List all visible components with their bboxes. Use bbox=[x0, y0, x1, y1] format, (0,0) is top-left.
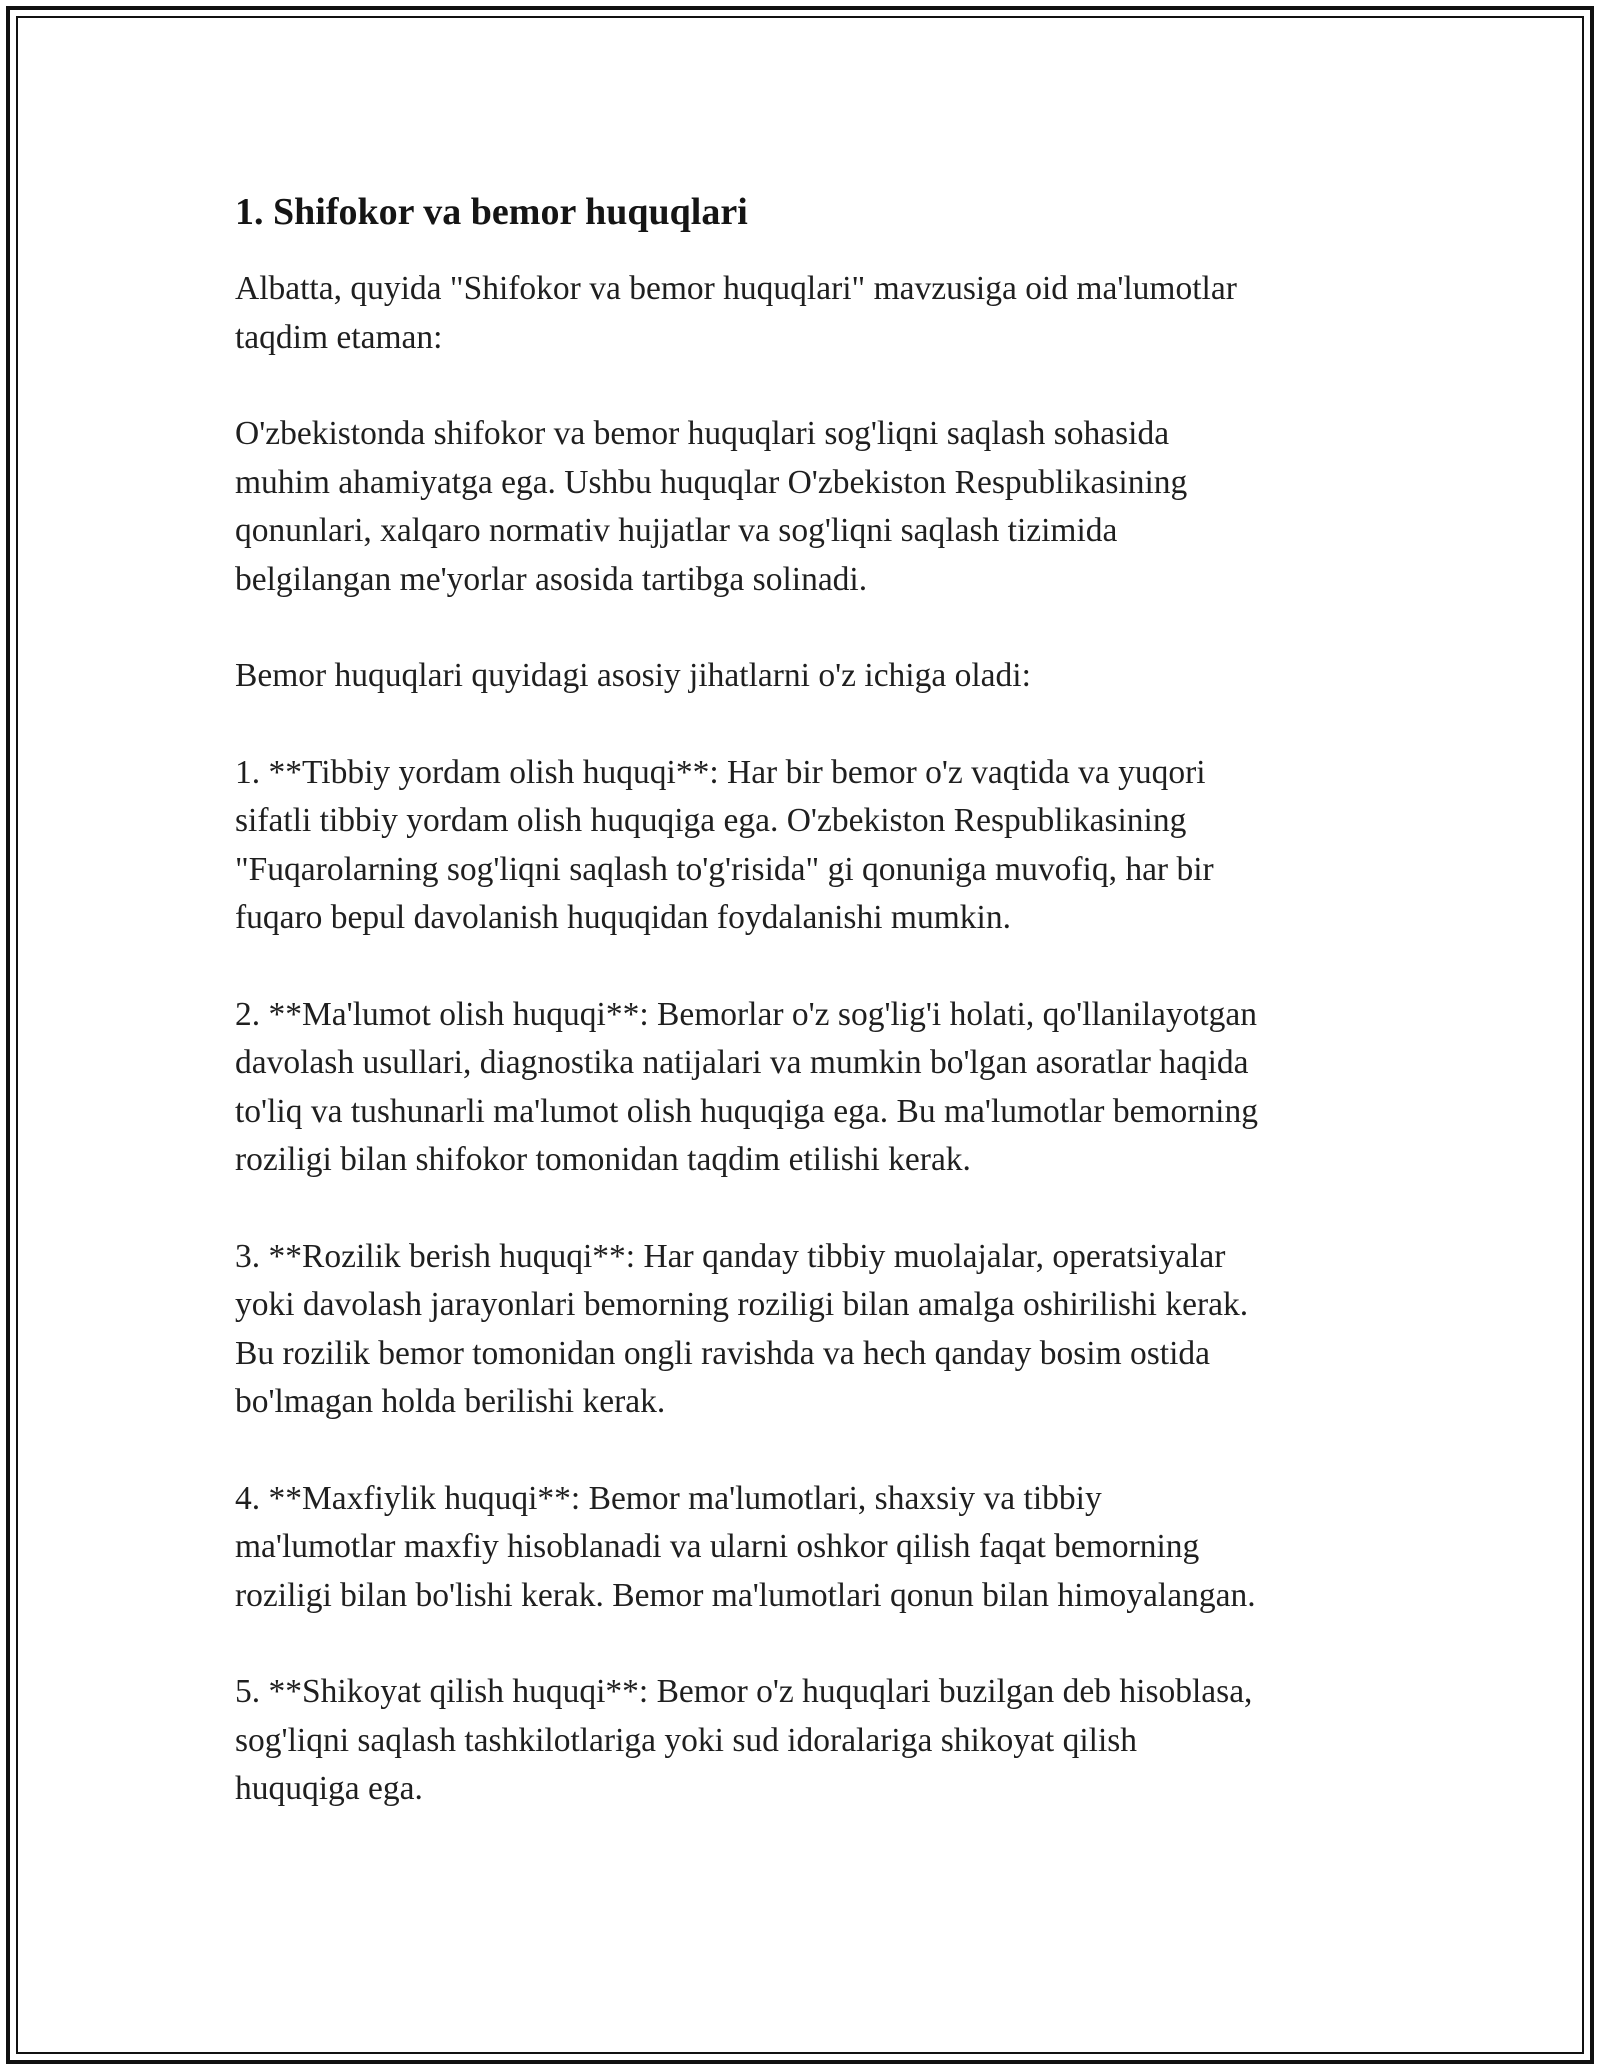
context-paragraph: O'zbekistonda shifokor va bemor huquqlari sog'liqni saqlash sohasida muhim ahamiyatga ega. Ushbu huquqlar O'zbekiston Respublikasining qonunlari, xalqaro normativ hujjatlar va sog'liqni saqlash tizimida belgilangan me'yorlar asosida tartibga solinadi. bbox=[235, 415, 1188, 598]
intro-paragraph: Albatta, quyida "Shifokor va bemor huquqlari" mavzusiga oid ma'lumotlar taqdim etaman: bbox=[235, 270, 1237, 356]
right-confidentiality-paragraph: 4. **Maxfiylik huquqi**: Bemor ma'lumotlari, shaxsiy va tibbiy ma'lumotlar maxfiy hisoblanadi va ularni oshkor qilish faqat bemorning roziligi bilan bo'lishi kerak. Bemor ma'lumotlari qonun bilan himoyalangan. bbox=[235, 1479, 1256, 1614]
document-body bbox=[235, 185, 1375, 1862]
right-medical-care-paragraph: 1. **Tibbiy yordam olish huquqi**: Har bir bemor o'z vaqtida va yuqori sifatli tibbiy yordam olish huquqiga ega. O'zbekiston Respublikasining "Fuqarolarning sog'liqni saqlash to'g'risida" gi qonuniga muvofiq, har bir fuqaro bepul davolanish huquqidan foydalanishi mumkin. bbox=[235, 753, 1214, 936]
right-consent-paragraph: 3. **Rozilik berish huquqi**: Har qanday tibbiy muolajalar, operatsiyalar yoki davolash jarayonlari bemorning roziligi bilan amalga oshirilishi kerak. Bu rozilik bemor tomonidan ongli ravishda va hech qanday bosim ostida bo'lmagan holda berilishi kerak. bbox=[235, 1237, 1249, 1420]
right-complaint-paragraph: 5. **Shikoyat qilish huquqi**: Bemor o'z huquqlari buzilgan deb hisoblasa, sog'liqni saqlash tashkilotlariga yoki sud idoralariga shikoyat qilish huquqiga ega. bbox=[235, 1673, 1253, 1807]
list-intro-paragraph: Bemor huquqlari quyidagi asosiy jihatlarni o'z ichiga oladi: bbox=[235, 657, 1031, 694]
right-information-paragraph: 2. **Ma'lumot olish huquqi**: Bemorlar o'z sog'lig'i holati, qo'llanilayotgan davolash usullari, diagnostika natijalari va mumkin bo'lgan asoratlar haqida to'liq va tushunarli ma'lumot olish huquqiga ega. Bu ma'lumotlar bemorning roziligi bilan shifokor tomonidan taqdim etilishi kerak. bbox=[235, 995, 1258, 1178]
document-title: 1. Shifokor va bemor huquqlari bbox=[235, 191, 748, 233]
